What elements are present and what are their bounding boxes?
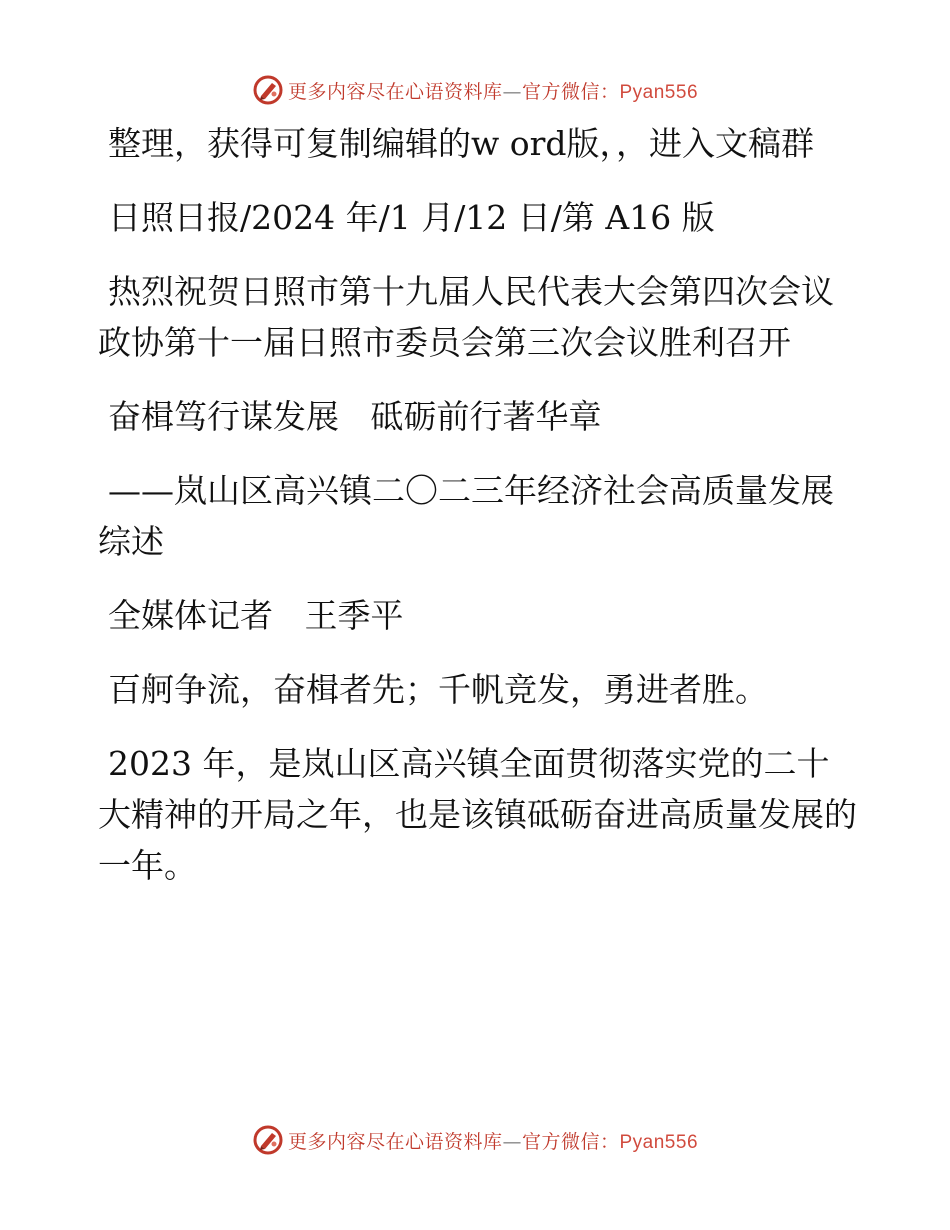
footer-banner xyxy=(0,1120,950,1160)
banner-text xyxy=(288,1127,698,1154)
paragraph-lead: 百舸争流，奋楫者先；千帆竞发，勇进者胜。 xyxy=(108,670,768,709)
header-banner xyxy=(0,70,950,110)
banner-official-text: 官方微信： xyxy=(521,80,620,103)
pen-logo-icon xyxy=(252,74,284,106)
paragraph-title: 奋楫笃行谋发展 砥砺前行著华章 xyxy=(108,397,602,436)
banner-separator: — xyxy=(502,1130,522,1153)
banner-main-text: 更多内容尽在心语资料库 xyxy=(287,80,503,103)
paragraph-byline: 全媒体记者 王季平 xyxy=(108,596,404,635)
banner-wechat-id: Pyan556 xyxy=(619,81,699,103)
banner-main-text: 更多内容尽在心语资料库 xyxy=(287,1130,503,1153)
banner-separator: — xyxy=(502,80,522,103)
paragraph-body: 2023 年，是岚山区高兴镇全面贯彻落实党的二十大精神的开局之年，也是该镇砥砺奋进高质量发展的一年。 xyxy=(98,744,857,885)
banner-official-text: 官方微信： xyxy=(521,1130,620,1153)
pen-logo-icon xyxy=(252,1124,284,1156)
paragraph-subtitle: ——岚山区高兴镇二〇二三年经济社会高质量发展综述 xyxy=(98,471,834,561)
article-body xyxy=(98,118,858,914)
paragraph-source: 日照日报/2024 年/1 月/12 日/第 A16 版 xyxy=(108,198,715,237)
banner-text xyxy=(288,77,698,104)
paragraph-headline-banner: 热烈祝贺日照市第十九届人民代表大会第四次会议 政协第十一届日照市委员会第三次会议胜利召开 xyxy=(98,272,845,362)
paragraph-intro: 整理，获得可复制编辑的w ord版，，进入文稿群 xyxy=(108,124,815,163)
banner-wechat-id: Pyan556 xyxy=(619,1131,699,1153)
